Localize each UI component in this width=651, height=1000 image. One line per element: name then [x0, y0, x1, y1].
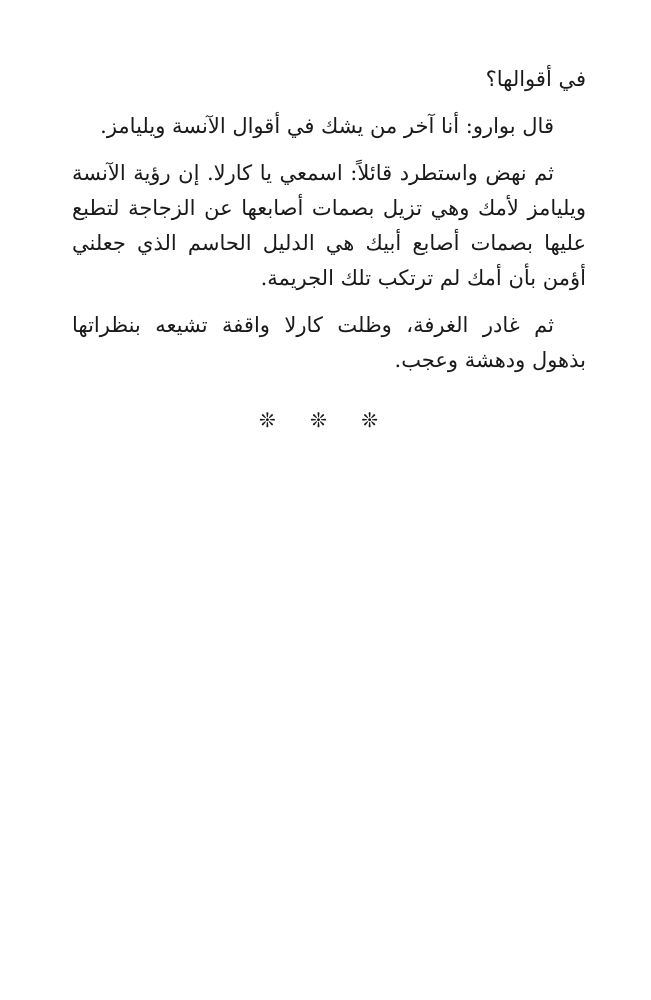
- paragraph-continuation: في أقوالها؟: [485, 67, 586, 91]
- paragraph-poirot-statement: قال بوارو: أنا آخر من يشك في أقوال الآنسة ويليامز.: [100, 114, 554, 138]
- document-body: [72, 62, 586, 390]
- section-separator: ❊ ❊ ❊: [259, 408, 392, 432]
- paragraph-poirot-explanation: ثم نهض واستطرد قائلاً: اسمعي يا كارلا. إن رؤية الآنسة ويليامز لأمك وهي تزيل بصمات أصابعها عن الزجاجة لتطبع عليها بصمات أصابع أبيك هي الدليل الحاسم الذي جعلني أؤمن بأن أمك لم ترتكب تلك الجريمة.: [72, 161, 586, 290]
- paragraph-carla-reaction: ثم غادر الغرفة، وظلت كارلا واقفة تشيعه بنظراتها بذهول ودهشة وعجب.: [72, 313, 586, 372]
